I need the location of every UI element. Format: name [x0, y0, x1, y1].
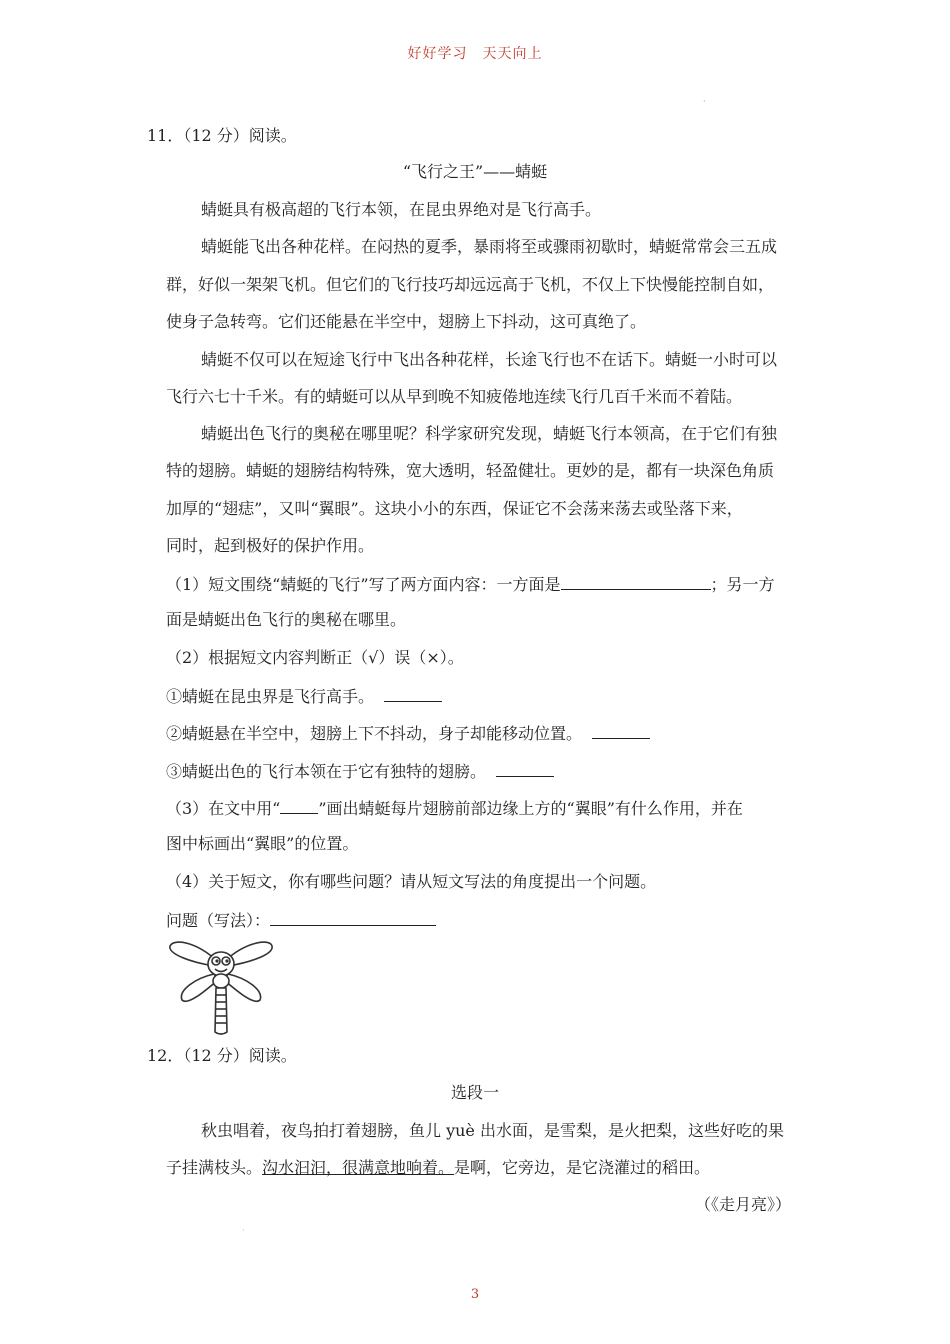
- q11-paragraph-4-line: 蜻蜓出色飞行的奥秘在哪里呢？科学家研究发现，蜻蜓飞行本领高，在于它们有独: [201, 424, 778, 443]
- page-header: 好好学习 天天向上: [407, 46, 543, 62]
- q12-text: 子挂满枝头。: [166, 1158, 263, 1177]
- q11-sub3-text-end: ”画出蜻蜓每片翅膀前部边缘上方的“翼眼”有什么作用，并在: [318, 799, 743, 818]
- q12-source: （《走月亮》）: [695, 1195, 792, 1214]
- judgment-2: [166, 722, 650, 744]
- q12-section-title: 选段一: [450, 1083, 499, 1102]
- q11-label: 11．（12 分）阅读。: [147, 126, 297, 145]
- q11-paragraph-2-line: 使身子急转弯。它们还能悬在半空中，翅膀上下抖动，这可真绝了。: [166, 312, 647, 331]
- judgment-2-text: ②蜻蜓悬在半空中，翅膀上下不抖动，身子却能移动位置。: [166, 724, 583, 743]
- q11-paragraph-3-line: 蜻蜓不仅可以在短途飞行中飞出各种花样，长途飞行也不在话下。蜻蜓一小时可以: [201, 350, 778, 369]
- q12-label: 12．（12 分）阅读。: [147, 1046, 297, 1065]
- lower-right-wing: [224, 974, 261, 1001]
- q11-title: “飞行之王”——蜻蜓: [402, 162, 548, 181]
- q12-paragraph-line-2: [166, 1158, 710, 1178]
- q11-paragraph-1: 蜻蜓具有极高超的飞行本领，在昆虫界绝对是飞行高手。: [201, 200, 602, 219]
- q11-sub1-text: （1）短文围绕“蜻蜓的飞行”写了两方面内容：一方面是: [166, 575, 561, 594]
- q11-sub4: （4）关于短文，你有哪些问题？请从短文写法的角度提出一个问题。: [166, 872, 657, 891]
- page-number: 3: [470, 1287, 480, 1302]
- dragonfly-illustration: [166, 932, 276, 1037]
- underlined-sentence: 沟水汩汩，很满意地响着。: [262, 1158, 455, 1177]
- q11-sub3-cont: 图中标画出“翼眼”的位置。: [166, 834, 359, 853]
- judgment-3-text: ③蜻蜓出色的飞行本领在于它有独特的翅膀。: [166, 762, 487, 781]
- judgment-3: [166, 760, 554, 782]
- dragonfly-head: [208, 952, 234, 976]
- q11-paragraph-2-line: 群，好似一架架飞机。但它们的飞行技巧却远远高于飞机，不仅上下快慢能控制自如，: [166, 275, 775, 294]
- q12-text-end: 是啊，它旁边，是它浇灌过的稻田。: [454, 1158, 711, 1177]
- q11-paragraph-2-line: 蜻蜓能飞出各种花样。在闷热的夏季，暴雨将至或骤雨初歇时，蜻蜓常常会三五成: [201, 237, 778, 256]
- q11-sub1: [166, 573, 775, 595]
- question-line: [166, 909, 436, 931]
- judgment-3-blank[interactable]: [496, 760, 554, 777]
- dragonfly-thorax: [213, 974, 229, 988]
- judgment-1: [166, 685, 442, 707]
- q11-sub1-cont: 面是蜻蜓出色飞行的奥秘在哪里。: [166, 610, 407, 629]
- judgment-2-blank[interactable]: [592, 722, 650, 739]
- stray-mark: ·: [703, 97, 706, 106]
- judgment-1-blank[interactable]: [384, 685, 442, 702]
- q12-paragraph-line: 秋虫唱着，夜鸟拍打着翅膀，鱼儿 yuè 出水面，是雪梨，是火把梨，这些好吃的果: [201, 1121, 784, 1140]
- q11-paragraph-4-line: 加厚的“翅痣”，又叫“翼眼”。这块小小的东西，保证它不会荡来荡去或坠落下来，: [166, 499, 743, 518]
- question-label: 问题（写法）：: [166, 911, 271, 930]
- stray-mark: ·: [242, 1226, 245, 1235]
- question-answer-blank[interactable]: [270, 909, 436, 926]
- underline-sample: [280, 797, 318, 814]
- q11-paragraph-4-line: 同时，起到极好的保护作用。: [166, 536, 375, 555]
- q11-sub2: （2）根据短文内容判断正（√）误（×）。: [166, 648, 464, 667]
- judgment-1-text: ①蜻蜓在昆虫界是飞行高手。: [166, 687, 375, 706]
- q11-sub3: [166, 797, 743, 819]
- q11-sub1-text-end: ；另一方: [710, 575, 775, 594]
- q11-paragraph-4-line: 特的翅膀。蜻蜓的翅膀结构特殊，宽大透明，轻盈健壮。更妙的是，都有一块深色角质: [166, 461, 775, 480]
- q11-sub3-text: （3）在文中用“: [166, 799, 281, 818]
- lower-left-wing: [181, 974, 218, 1001]
- q11-paragraph-3-line: 飞行六七十千米。有的蜻蜓可以从早到晚不知疲倦地连续飞行几百千米而不着陆。: [166, 387, 743, 406]
- answer-blank-aspect[interactable]: [561, 573, 711, 590]
